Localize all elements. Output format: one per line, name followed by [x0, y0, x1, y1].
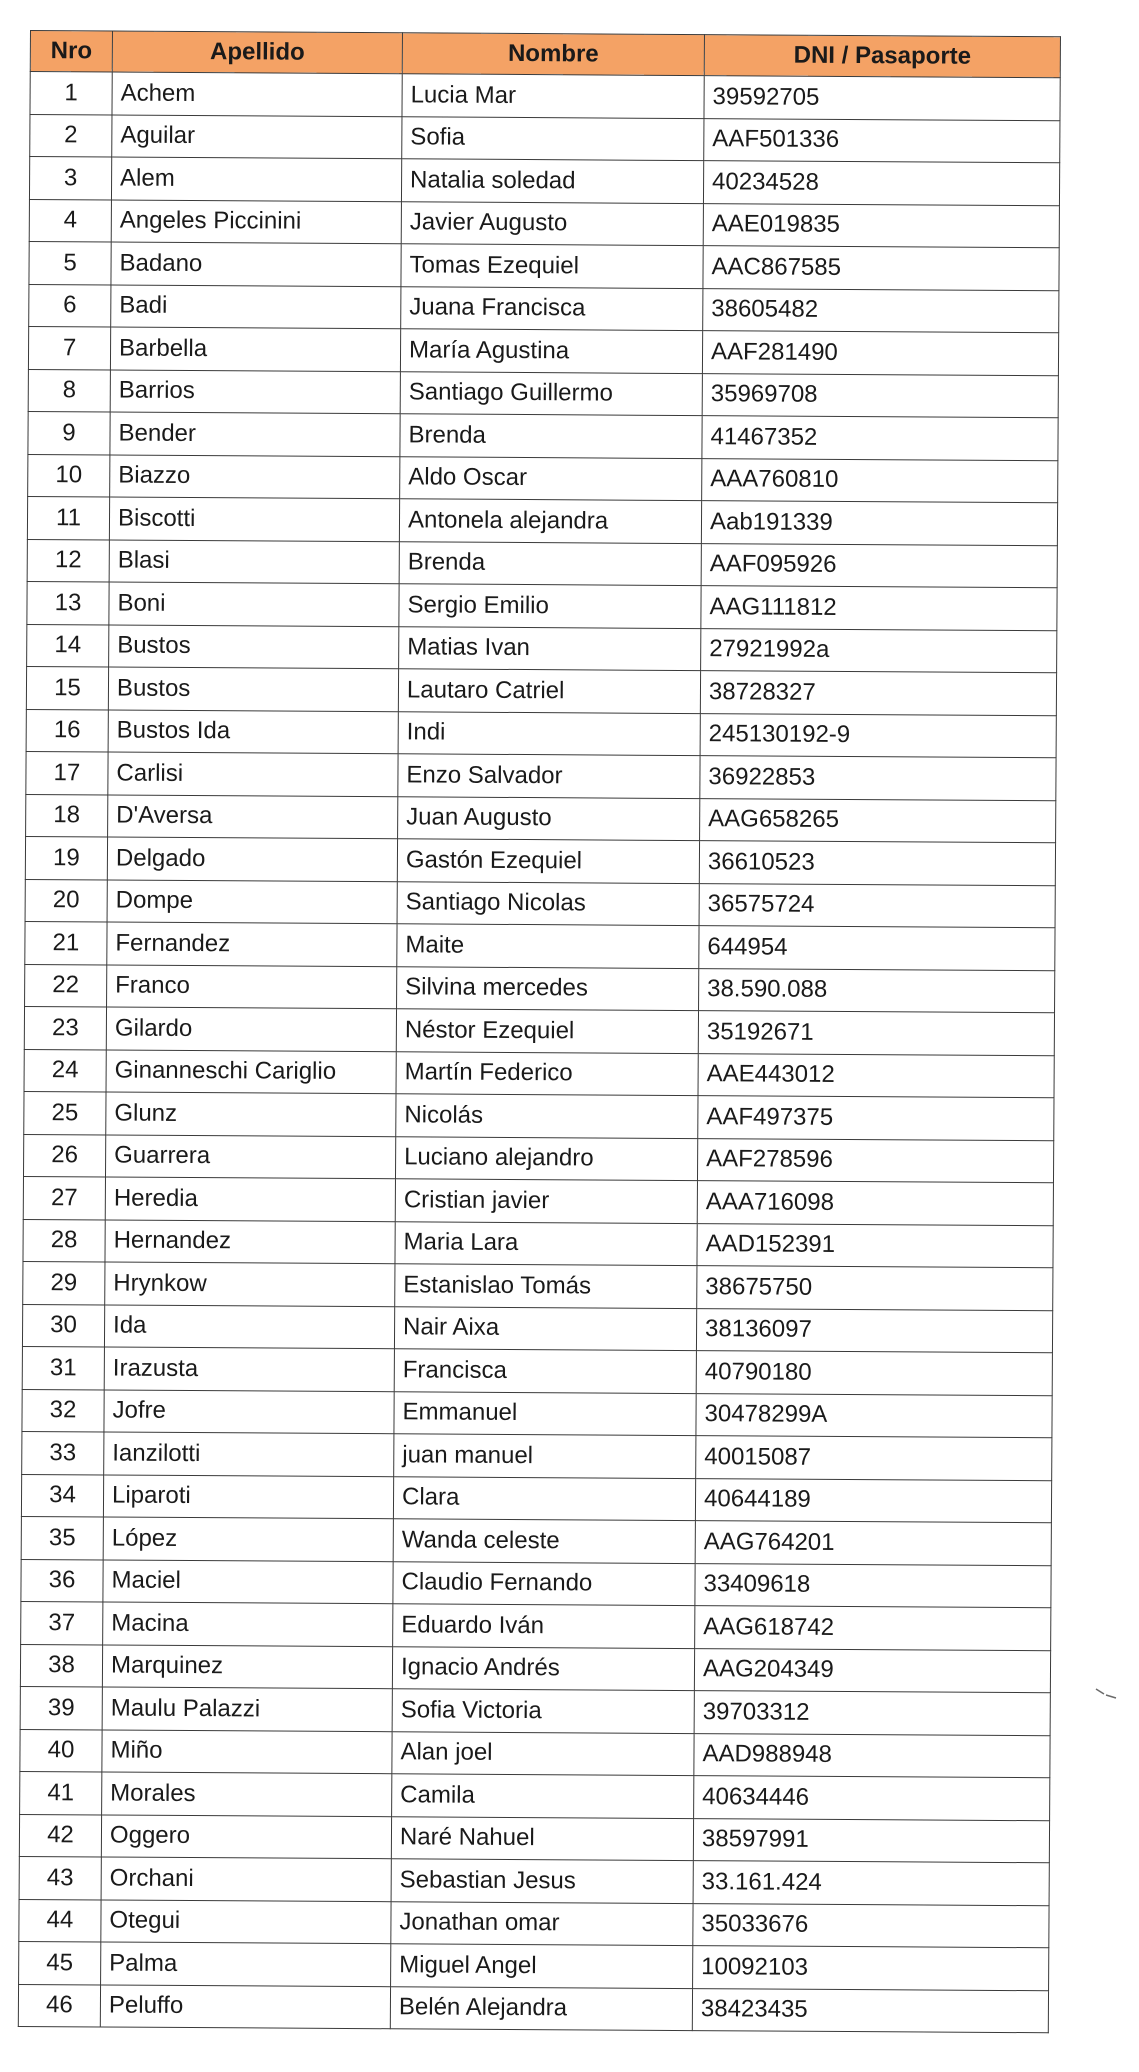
table-row — [29, 241, 1059, 290]
cell-nro: 13 — [27, 581, 109, 624]
cell-apellido: Marquinez — [102, 1644, 392, 1688]
cell-dni: 10092103 — [693, 1946, 1049, 1991]
cell-apellido: Biazzo — [110, 454, 400, 498]
table-row — [29, 157, 1059, 206]
cell-nro: 43 — [19, 1856, 101, 1899]
scan-mark-icon — [1094, 1686, 1120, 1700]
cell-nro: 21 — [25, 921, 107, 964]
table-row — [25, 921, 1055, 970]
cell-nombre: Naré Nahuel — [391, 1816, 693, 1860]
table-row — [19, 1814, 1049, 1863]
table-row — [20, 1771, 1050, 1820]
cell-dni: 36922853 — [700, 756, 1056, 801]
cell-nombre: Ignacio Andrés — [392, 1646, 694, 1690]
cell-nro: 41 — [20, 1771, 102, 1814]
header-nro: Nro — [30, 31, 112, 73]
cell-nro: 10 — [28, 454, 110, 497]
table-row — [23, 1176, 1053, 1225]
cell-nro: 27 — [23, 1176, 105, 1219]
table-row — [24, 1091, 1054, 1140]
cell-apellido: Miño — [102, 1729, 392, 1773]
cell-nro: 2 — [30, 114, 112, 157]
cell-nro: 32 — [22, 1389, 104, 1432]
table-row — [21, 1559, 1051, 1608]
cell-apellido: Barbella — [110, 327, 400, 371]
cell-dni: 36610523 — [699, 841, 1055, 886]
table-row — [20, 1644, 1050, 1693]
cell-nro: 18 — [26, 794, 108, 837]
cell-nombre: Alan joel — [392, 1731, 694, 1775]
cell-apellido: Franco — [107, 964, 397, 1008]
cell-nro: 4 — [29, 199, 111, 242]
cell-apellido: Maciel — [103, 1559, 393, 1603]
cell-nombre: Eduardo Iván — [393, 1604, 695, 1648]
cell-dni: AAC867585 — [703, 246, 1059, 291]
cell-nombre: Brenda — [400, 414, 702, 458]
cell-nro: 25 — [24, 1091, 106, 1134]
cell-nombre: María Agustina — [400, 329, 702, 373]
cell-dni: 35192671 — [698, 1011, 1054, 1056]
cell-dni: 40644189 — [695, 1478, 1051, 1523]
cell-nombre: Gastón Ezequiel — [397, 839, 699, 883]
table-row — [25, 964, 1055, 1013]
cell-apellido: Boni — [109, 582, 399, 626]
cell-nombre: Emmanuel — [394, 1391, 696, 1435]
cell-nombre: Belén Alejandra — [390, 1986, 692, 2030]
table-row — [28, 326, 1058, 375]
cell-dni: AAG111812 — [701, 586, 1057, 631]
cell-nro: 40 — [20, 1729, 102, 1772]
table-row — [23, 1219, 1053, 1268]
cell-dni: 33.161.424 — [693, 1861, 1049, 1906]
table-row — [21, 1601, 1051, 1650]
cell-nombre: Lucia Mar — [402, 74, 704, 118]
cell-dni: AAF281490 — [702, 331, 1058, 376]
table-row — [22, 1304, 1052, 1353]
cell-nombre: Néstor Ezequiel — [396, 1009, 698, 1053]
cell-dni: 27921992a — [701, 628, 1057, 673]
cell-apellido: Badi — [111, 284, 401, 328]
cell-nro: 8 — [28, 369, 110, 412]
scanned-sheet — [18, 30, 1060, 2033]
cell-dni: Aab191339 — [701, 501, 1057, 546]
cell-apellido: Dompe — [107, 879, 397, 923]
table-row — [24, 1049, 1054, 1098]
cell-dni: AAG764201 — [695, 1521, 1051, 1566]
table-row — [27, 539, 1057, 588]
cell-dni: 35969708 — [702, 373, 1058, 418]
cell-dni: AAF095926 — [701, 543, 1057, 588]
cell-nro: 33 — [22, 1431, 104, 1474]
cell-nombre: Estanislao Tomás — [395, 1264, 697, 1308]
cell-apellido: Guarrera — [105, 1134, 395, 1178]
cell-apellido: López — [103, 1517, 393, 1561]
cell-apellido: Jofre — [104, 1389, 394, 1433]
cell-dni: AAG204349 — [694, 1648, 1050, 1693]
cell-nombre: Camila — [392, 1774, 694, 1818]
cell-apellido: Maulu Palazzi — [102, 1687, 392, 1731]
cell-dni: 39592705 — [704, 76, 1060, 121]
cell-nro: 6 — [29, 284, 111, 327]
cell-nro: 9 — [28, 411, 110, 454]
table-row — [26, 794, 1056, 843]
cell-nombre: Sofia Victoria — [392, 1689, 694, 1733]
cell-apellido: D'Aversa — [108, 794, 398, 838]
cell-dni: 38.590.088 — [699, 968, 1055, 1013]
cell-nro: 7 — [28, 326, 110, 369]
cell-nro: 15 — [26, 666, 108, 709]
cell-apellido: Blasi — [109, 539, 399, 583]
table-row — [28, 369, 1058, 418]
cell-apellido: Palma — [101, 1942, 391, 1986]
cell-nombre: Tomas Ezequiel — [401, 244, 703, 288]
cell-nombre: Maite — [397, 924, 699, 968]
table-row — [19, 1899, 1049, 1948]
table-row — [26, 751, 1056, 800]
cell-nro: 28 — [23, 1219, 105, 1262]
cell-nombre: Miguel Angel — [391, 1944, 693, 1988]
cell-nombre: Nair Aixa — [394, 1306, 696, 1350]
cell-apellido: Achem — [112, 72, 402, 116]
cell-apellido: Orchani — [101, 1857, 391, 1901]
cell-apellido: Morales — [102, 1772, 392, 1816]
cell-apellido: Bustos Ida — [108, 709, 398, 753]
cell-nombre: Indi — [398, 711, 700, 755]
cell-nombre: Antonela alejandra — [399, 499, 701, 543]
table-row — [19, 1941, 1049, 1990]
cell-dni: 40234528 — [703, 161, 1059, 206]
cell-nombre: Francisca — [394, 1349, 696, 1393]
table-row — [23, 1261, 1053, 1310]
table-row — [26, 709, 1056, 758]
cell-nro: 16 — [26, 709, 108, 752]
cell-apellido: Bustos — [109, 624, 399, 668]
cell-dni: AAG658265 — [700, 798, 1056, 843]
cell-apellido: Liparoti — [103, 1474, 393, 1518]
table-row — [22, 1389, 1052, 1438]
cell-apellido: Gilardo — [106, 1007, 396, 1051]
cell-dni: 40790180 — [696, 1351, 1052, 1396]
table-row — [21, 1516, 1051, 1565]
table-row — [20, 1729, 1050, 1778]
cell-dni: AAE443012 — [698, 1053, 1054, 1098]
table-row — [29, 199, 1059, 248]
header-nombre: Nombre — [402, 33, 704, 76]
header-row — [30, 31, 1060, 78]
table-row — [28, 411, 1058, 460]
cell-dni: AAD152391 — [697, 1223, 1053, 1268]
table-row — [19, 1856, 1049, 1905]
cell-apellido: Angeles Piccinini — [111, 200, 401, 244]
cell-nro: 1 — [30, 72, 112, 115]
cell-apellido: Ginanneschi Cariglio — [106, 1049, 396, 1093]
cell-nombre: Jonathan omar — [391, 1901, 693, 1945]
table-row — [20, 1686, 1050, 1735]
cell-apellido: Biscotti — [109, 497, 399, 541]
cell-nombre: Luciano alejandro — [395, 1136, 697, 1180]
cell-nombre: Santiago Guillermo — [400, 371, 702, 415]
cell-nombre: Sofia — [402, 116, 704, 160]
cell-nro: 29 — [23, 1261, 105, 1304]
table-row — [27, 581, 1057, 630]
cell-apellido: Oggero — [101, 1814, 391, 1858]
cell-nombre: Enzo Salvador — [398, 754, 700, 798]
table-row — [18, 1984, 1048, 2033]
cell-nombre: Juan Augusto — [398, 796, 700, 840]
cell-nro: 3 — [29, 157, 111, 200]
cell-nombre: Javier Augusto — [401, 201, 703, 245]
cell-apellido: Heredia — [105, 1177, 395, 1221]
cell-nombre: Juana Francisca — [401, 286, 703, 330]
table-row — [25, 836, 1055, 885]
roster-table — [18, 30, 1061, 2033]
cell-apellido: Peluffo — [100, 1984, 390, 2028]
table-row — [26, 666, 1056, 715]
table-row — [28, 454, 1058, 503]
cell-nombre: Sebastian Jesus — [391, 1859, 693, 1903]
cell-dni: 33409618 — [695, 1563, 1051, 1608]
cell-apellido: Otegui — [101, 1899, 391, 1943]
cell-nombre: Wanda celeste — [393, 1519, 695, 1563]
header-apellido: Apellido — [112, 31, 402, 74]
cell-dni: 644954 — [699, 926, 1055, 971]
table-row — [25, 879, 1055, 928]
cell-dni: 38728327 — [700, 671, 1056, 716]
cell-apellido: Hrynkow — [105, 1262, 395, 1306]
cell-nro: 24 — [24, 1049, 106, 1092]
cell-nombre: Claudio Fernando — [393, 1561, 695, 1605]
cell-apellido: Glunz — [106, 1092, 396, 1136]
cell-apellido: Bender — [110, 412, 400, 456]
cell-apellido: Delgado — [107, 837, 397, 881]
cell-dni: AAG618742 — [695, 1606, 1051, 1651]
cell-apellido: Aguilar — [112, 115, 402, 159]
cell-nombre: Sergio Emilio — [399, 584, 701, 628]
cell-nombre: Santiago Nicolas — [397, 881, 699, 925]
cell-dni: 38597991 — [693, 1818, 1049, 1863]
table-header — [30, 31, 1060, 78]
cell-apellido: Alem — [111, 157, 401, 201]
cell-nro: 19 — [25, 836, 107, 879]
cell-dni: AAA760810 — [702, 458, 1058, 503]
cell-dni: 36575724 — [699, 883, 1055, 928]
cell-nro: 17 — [26, 751, 108, 794]
cell-nro: 39 — [20, 1686, 102, 1729]
cell-nro: 38 — [20, 1644, 102, 1687]
table-row — [30, 72, 1060, 121]
cell-dni: 40015087 — [696, 1436, 1052, 1481]
cell-nombre: Aldo Oscar — [400, 456, 702, 500]
cell-nro: 37 — [21, 1601, 103, 1644]
cell-nombre: Clara — [393, 1476, 695, 1520]
cell-apellido: Carlisi — [108, 752, 398, 796]
cell-dni: 35033676 — [693, 1903, 1049, 1948]
cell-dni: AAF278596 — [697, 1138, 1053, 1183]
cell-apellido: Badano — [111, 242, 401, 286]
cell-nro: 44 — [19, 1899, 101, 1942]
cell-dni: 40634446 — [694, 1776, 1050, 1821]
cell-apellido: Hernandez — [105, 1219, 395, 1263]
cell-dni: 30478299A — [696, 1393, 1052, 1438]
cell-nro: 35 — [21, 1516, 103, 1559]
table-row — [30, 114, 1060, 163]
cell-nombre: Lautaro Catriel — [398, 669, 700, 713]
cell-nro: 31 — [22, 1346, 104, 1389]
cell-nro: 14 — [27, 624, 109, 667]
cell-dni: AAA716098 — [697, 1181, 1053, 1226]
cell-nombre: Brenda — [399, 541, 701, 585]
table-row — [22, 1346, 1052, 1395]
cell-nro: 26 — [23, 1134, 105, 1177]
table-row — [21, 1474, 1051, 1523]
cell-nombre: Silvina mercedes — [397, 966, 699, 1010]
cell-apellido: Barrios — [110, 369, 400, 413]
table-row — [23, 1134, 1053, 1183]
cell-dni: AAE019835 — [703, 203, 1059, 248]
cell-nro: 45 — [19, 1941, 101, 1984]
cell-nro: 46 — [18, 1984, 100, 2027]
cell-nro: 20 — [25, 879, 107, 922]
cell-nro: 12 — [27, 539, 109, 582]
cell-dni: 245130192-9 — [700, 713, 1056, 758]
cell-nro: 34 — [21, 1474, 103, 1517]
cell-apellido: Macina — [103, 1602, 393, 1646]
cell-nro: 23 — [24, 1006, 106, 1049]
cell-nro: 42 — [19, 1814, 101, 1857]
cell-nombre: Cristian javier — [395, 1179, 697, 1223]
cell-dni: AAD988948 — [694, 1733, 1050, 1778]
table-row — [27, 624, 1057, 673]
cell-nombre: Nicolás — [396, 1094, 698, 1138]
cell-apellido: Ianzilotti — [104, 1432, 394, 1476]
cell-dni: 38605482 — [703, 288, 1059, 333]
cell-nro: 22 — [25, 964, 107, 1007]
cell-nombre: Martín Federico — [396, 1051, 698, 1095]
cell-apellido: Bustos — [108, 667, 398, 711]
cell-nombre: Matias Ivan — [399, 626, 701, 670]
cell-nro: 5 — [29, 241, 111, 284]
cell-dni: 41467352 — [702, 416, 1058, 461]
cell-nombre: juan manuel — [394, 1434, 696, 1478]
cell-dni: AAF497375 — [698, 1096, 1054, 1141]
table-row — [29, 284, 1059, 333]
header-dni: DNI / Pasaporte — [704, 35, 1060, 78]
table-row — [22, 1431, 1052, 1480]
cell-apellido: Fernandez — [107, 922, 397, 966]
cell-dni: 38423435 — [692, 1988, 1048, 2033]
cell-nombre: Natalia soledad — [401, 159, 703, 203]
cell-apellido: Ida — [104, 1304, 394, 1348]
cell-dni: 39703312 — [694, 1691, 1050, 1736]
cell-dni: 38675750 — [697, 1266, 1053, 1311]
cell-nro: 30 — [22, 1304, 104, 1347]
table-row — [24, 1006, 1054, 1055]
cell-nro: 36 — [21, 1559, 103, 1602]
cell-dni: AAF501336 — [704, 118, 1060, 163]
table-row — [27, 496, 1057, 545]
cell-nombre: Maria Lara — [395, 1221, 697, 1265]
cell-apellido: Irazusta — [104, 1347, 394, 1391]
cell-nro: 11 — [27, 496, 109, 539]
cell-dni: 38136097 — [696, 1308, 1052, 1353]
table-body — [18, 72, 1060, 2033]
